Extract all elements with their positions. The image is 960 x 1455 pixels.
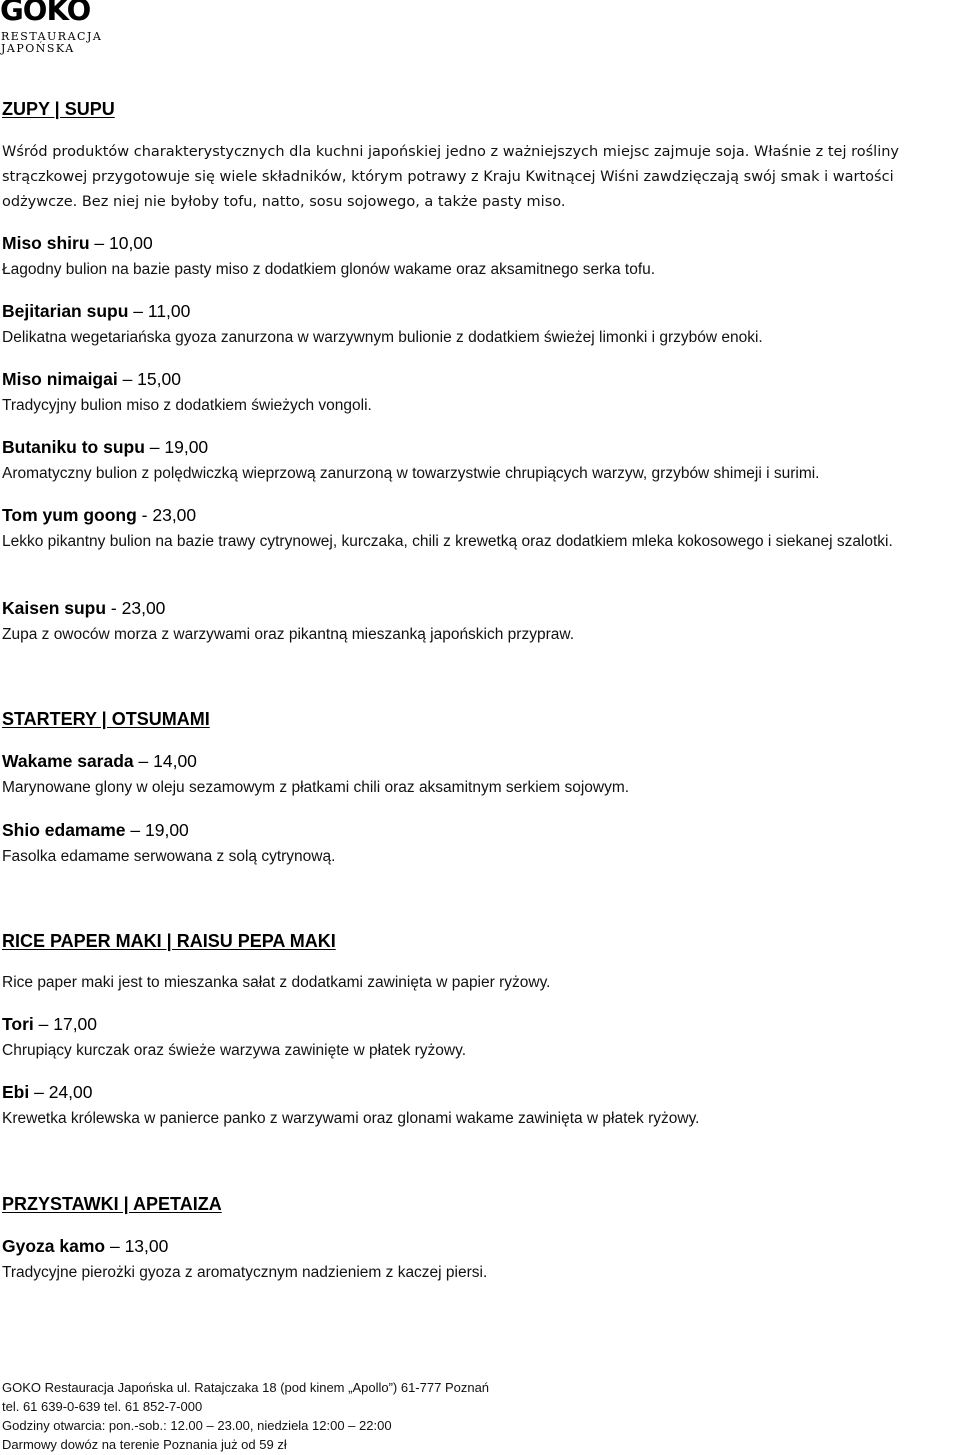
- item-name: Tori: [2, 1014, 34, 1034]
- item-price: - 23,00: [136, 505, 197, 525]
- item-description: Tradycyjne pierożki gyoza z aromatycznym nadzieniem z kaczej piersi.: [2, 1264, 488, 1281]
- item-name: Shio edamame: [2, 820, 126, 840]
- menu-item-title: [2, 1236, 168, 1257]
- item-price: – 24,00: [29, 1082, 93, 1102]
- section-heading-startery: STARTERY | OTSUMAMI: [2, 709, 210, 729]
- section-intro-rice-paper-maki: Rice paper maki jest to mieszanka sałat z dodatkami zawinięta w papier ryżowy.: [2, 974, 551, 991]
- item-price: – 13,00: [105, 1236, 169, 1256]
- section-heading-zupy: ZUPY | SUPU: [2, 99, 115, 119]
- section-intro-zupy: Wśród produktów charakterystycznych dla kuchni japońskiej jedno z ważniejszych miejsc zajmuje soja. Właśnie z tej rośliny strączkowej przygotowuje się wiele składników, którym potrawy z Kraju Kwitnącej Wiśni zawdzięczają swój smak i wartości odżywcze. Bez niej nie byłoby tofu, natto, sosu sojowego, a także pasty miso.: [2, 144, 900, 210]
- menu-item-title: [2, 369, 181, 390]
- section-heading-przystawki: PRZYSTAWKI | APETAIZA: [2, 1194, 222, 1214]
- item-name: Bejitarian supu: [2, 301, 129, 321]
- item-description: Zupa z owoców morza z warzywami oraz pikantną mieszanką japońskich przypraw.: [2, 626, 575, 643]
- menu-item-title: [2, 598, 165, 619]
- logo-line-1: RESTAURACJA: [1, 30, 103, 43]
- item-description: Łagodny bulion na bazie pasty miso z dodatkiem glonów wakame oraz aksamitnego serka tofu.: [2, 261, 656, 278]
- footer-phones: tel. 61 639-0-639 tel. 61 852-7-000: [2, 1399, 203, 1414]
- item-name: Ebi: [2, 1082, 30, 1102]
- menu-item-title: [2, 301, 190, 322]
- item-price: - 23,00: [106, 598, 166, 618]
- goko-logo: [0, 0, 103, 58]
- logo-brand: GOKO: [0, 0, 91, 27]
- item-description: Aromatyczny bulion z polędwiczką wieprzową zanurzoną w towarzystwie chrupiących warzyw, grzybów shimeji i surimi.: [2, 465, 820, 482]
- item-description: Krewetka królewska w panierce panko z warzywami oraz glonami wakame zawinięta w płatek ryżowy.: [2, 1110, 700, 1127]
- item-price: – 17,00: [33, 1014, 98, 1034]
- item-description: Delikatna wegetariańska gyoza zanurzona w warzywnym bulionie z dodatkiem świeżej limonki i grzybów enoki.: [2, 329, 763, 346]
- section-heading-rice-paper-maki: RICE PAPER MAKI | RAISU PEPA MAKI: [2, 931, 336, 951]
- item-description: Marynowane glony w oleju sezamowym z płatkami chili oraz aksamitnym serkiem sojowym.: [2, 779, 630, 796]
- item-price: – 15,00: [117, 369, 181, 389]
- item-name: Miso nimaigai: [2, 369, 118, 389]
- footer-delivery-note: Darmowy dowóz na terenie Poznania już od 59 zł: [2, 1437, 287, 1452]
- item-price: – 10,00: [89, 233, 153, 253]
- item-description: Fasolka edamame serwowana z solą cytrynową.: [2, 848, 336, 865]
- menu-item-title: [2, 437, 208, 458]
- menu-item-title: [2, 233, 153, 254]
- item-price: – 19,00: [125, 820, 189, 840]
- item-description: Chrupiący kurczak oraz świeże warzywa zawinięte w płatek ryżowy.: [2, 1042, 467, 1059]
- item-name: Kaisen supu: [2, 598, 107, 618]
- footer-address: GOKO Restauracja Japońska ul. Ratajczaka 18 (pod kinem „Apollo”) 61-777 Poznań: [2, 1380, 490, 1395]
- item-description: Tradycyjny bulion miso z dodatkiem świeżych vongoli.: [2, 397, 372, 414]
- logo-line-2: JAPOŃSKA: [1, 42, 75, 55]
- item-name: Butaniku to supu: [2, 437, 145, 457]
- item-name: Miso shiru: [2, 233, 90, 253]
- item-price: – 11,00: [128, 301, 191, 321]
- item-name: Wakame sarada: [2, 751, 134, 771]
- footer-opening-hours: Godziny otwarcia: pon.-sob.: 12.00 – 23.00, niedziela 12:00 – 22:00: [2, 1418, 392, 1433]
- item-name: Tom yum goong: [2, 505, 137, 525]
- menu-item-title: [2, 1014, 97, 1035]
- item-description: Lekko pikantny bulion na bazie trawy cytrynowej, kurczaka, chili z krewetką oraz dodatkiem mleka kokosowego i siekanej szalotki.: [2, 533, 893, 550]
- menu-item-title: [2, 505, 196, 526]
- menu-item-title: [2, 751, 197, 772]
- menu-item-title: [2, 820, 189, 841]
- item-price: – 19,00: [144, 437, 209, 457]
- item-price: – 14,00: [133, 751, 197, 771]
- menu-item-title: [2, 1082, 92, 1103]
- item-name: Gyoza kamo: [2, 1236, 106, 1256]
